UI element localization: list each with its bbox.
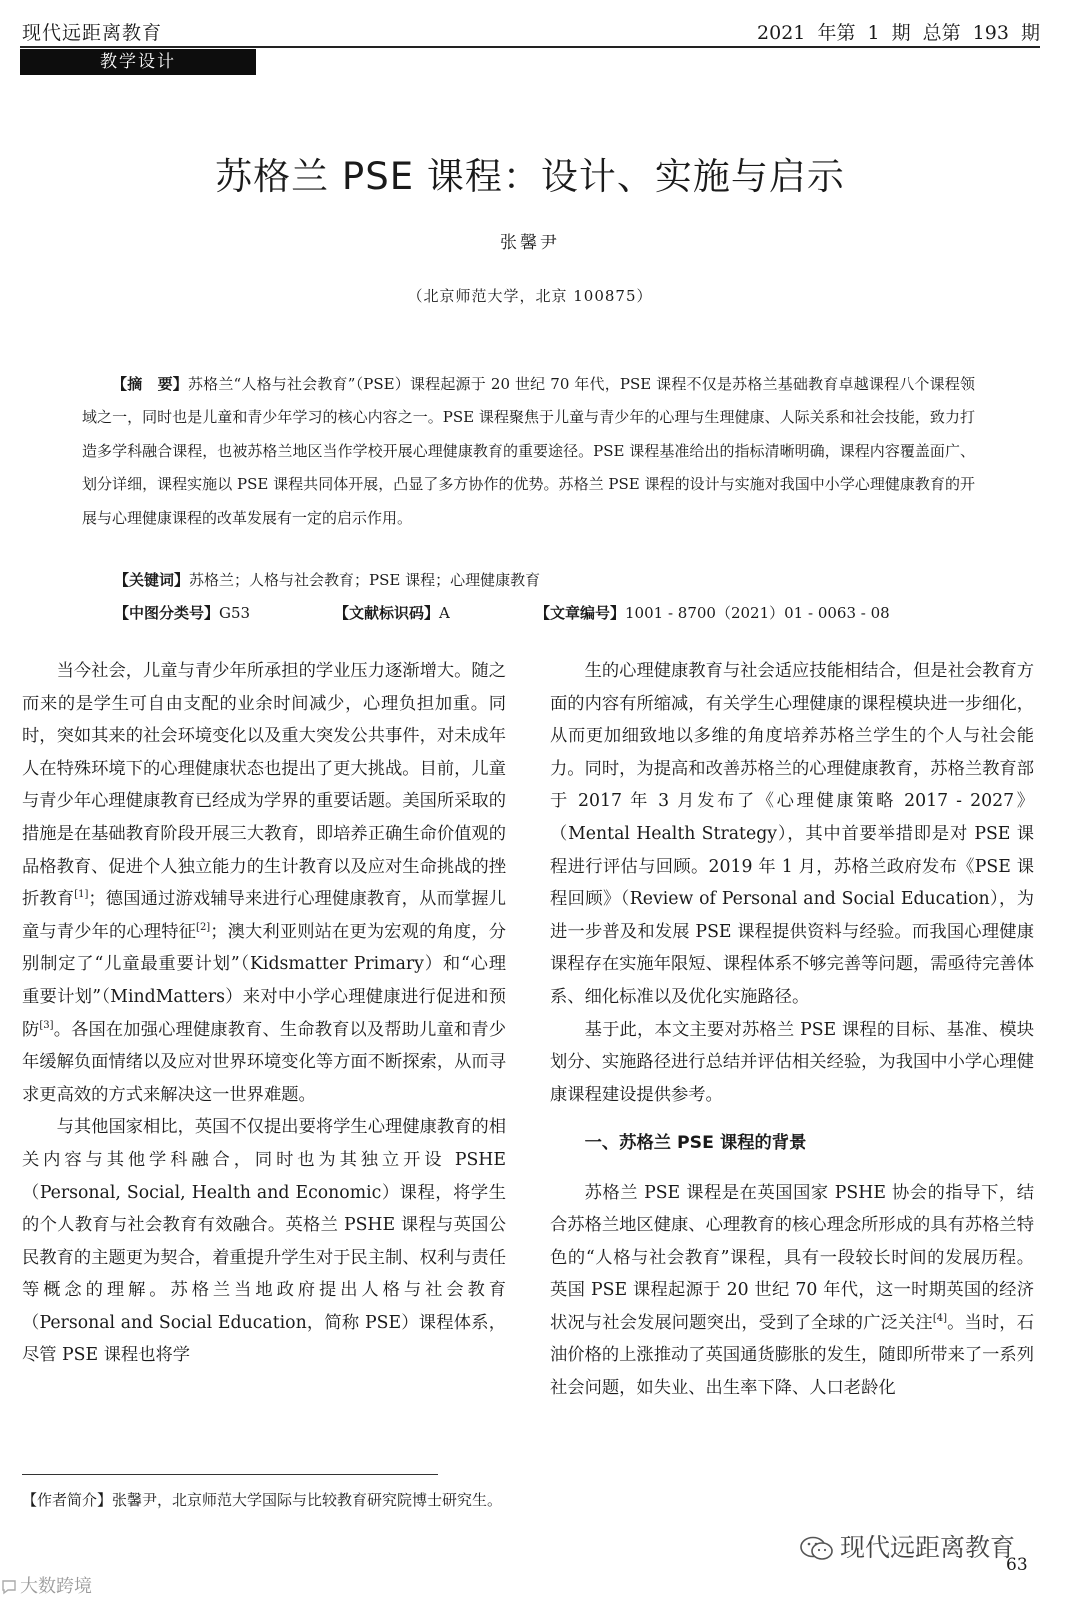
article-title: 苏格兰 PSE 课程：设计、实施与启示 — [215, 155, 845, 198]
issue-info: 2021 年第 1 期 总第 193 期 — [757, 22, 1040, 44]
footnote-label: 【作者简介】 — [22, 1491, 113, 1509]
document-code-label: 【文献标识码】 — [334, 604, 440, 622]
body-paragraph: 生的心理健康教育与社会适应技能相结合，但是社会教育方面的内容有所缩减，有关学生心理健康的课程模块进一步细化，从而更加细致地以多维的角度培养苏格兰学生的个人与社会能力。同时，为提高和改善苏格兰的心理健康教育，苏格兰教育部于 2017 年 3 月发布了《心理健康策略 2017 - 2027》（Mental Health Strategy），其中首要举措即是对 PSE 课程进行评估与回顾。2019 年 1 月，苏格兰政府发布《PSE 课程回顾》（Review of Personal and Social Education），为进一步普及和发展 PSE 课程提供资料与经验。而我国心理健康课程存在实施年限短、课程体系不够完善等问题，需亟待完善体系、细化标准以及优化实施路径。 — [550, 661, 1034, 1007]
body-column-right — [550, 655, 1034, 1405]
abstract-label: 【摘 要】 — [112, 375, 188, 393]
body-text: ；德国通过游戏辅导来进行心理健康教育，从而掌握儿童与青少年的心理特征 — [22, 889, 506, 942]
body-text: ；澳大利亚则站在更为宏观的角度，分别制定了“儿童最重要计划”（Kidsmatter Primary）和“心理重要计划”（MindMatters）来对中小学心理健康进行促进和预防 — [22, 921, 506, 1040]
classification-number — [114, 601, 250, 625]
keywords — [114, 568, 540, 592]
page-number: 63 — [1006, 1555, 1028, 1575]
body-paragraph — [550, 1177, 1034, 1405]
body-text: 。各国在加强心理健康教育、生命教育以及帮助儿童和青少年缓解负面情绪以及应对世界环境变化等方面不断探索，从而寻求更高效的方式来解决这一世界难题。 — [22, 1019, 506, 1105]
author-footnote — [22, 1489, 502, 1511]
speech-bubble-icon — [0, 1578, 18, 1596]
article-number-value: 1001 - 8700（2021）01 - 0063 - 08 — [625, 604, 890, 622]
section-heading: 一、苏格兰 PSE 课程的背景 — [584, 1133, 807, 1154]
citation-ref[interactable]: [1] — [74, 889, 89, 901]
article-number — [535, 601, 890, 625]
body-text: 苏格兰 PSE 课程是在英国国家 PSHE 协会的指导下，结合苏格兰地区健康、心理教育的核心理念所形成的具有苏格兰特色的“人格与社会教育”课程，具有一段较长时间的发展历程。英国 PSE 课程起源于 20 世纪 70 年代，这一时期英国的经济状况与社会发展问题突出，受到了全球的广泛关注 — [550, 1182, 1034, 1333]
body-column-left — [22, 655, 506, 1372]
journal-name: 现代远距离教育 — [22, 22, 163, 44]
wechat-watermark — [800, 1528, 1015, 1564]
keywords-text: 苏格兰；人格与社会教育；PSE 课程；心理健康教育 — [189, 571, 541, 589]
wechat-icon — [800, 1536, 834, 1562]
body-paragraph: 基于此，本文主要对苏格兰 PSE 课程的目标、基准、模块划分、实施路径进行总结并评估相关经验，为我国中小学心理健康课程建设提供参考。 — [550, 1019, 1034, 1105]
abstract — [82, 368, 975, 535]
header-rule — [20, 46, 1040, 48]
citation-ref[interactable]: [2] — [196, 921, 211, 933]
citation-ref[interactable]: [4] — [932, 1313, 947, 1325]
citation-ref[interactable]: [3] — [39, 1019, 54, 1031]
body-paragraph: 与其他国家相比，英国不仅提出要将学生心理健康教育的相关内容与其他学科融合，同时也为其独立开设 PSHE（Personal, Social, Health and Economic）课程，将学生的个人教育与社会教育有效融合。英格兰 PSHE 课程与英国公民教育的主题更为契合，着重提升学生对于民主制、权利与责任等概念的理解。苏格兰当地政府提出人格与社会教育（Personal and Social Education，简称 PSE）课程体系，尽管 PSE 课程也将学 — [22, 1117, 506, 1366]
abstract-text: 苏格兰“人格与社会教育”（PSE）课程起源于 20 世纪 70 年代，PSE 课程不仅是苏格兰基础教育卓越课程八个课程领域之一，同时也是儿童和青少年学习的核心内容之一。PSE 课程聚焦于儿童与青少年的心理与生理健康、人际关系和社会技能，致力打造多学科融合课程，也被苏格兰地区当作学校开展心理健康教育的重要途径。PSE 课程基准给出的指标清晰明确，课程内容覆盖面广、划分详细，课程实施以 PSE 课程共同体开展，凸显了多方协作的优势。苏格兰 PSE 课程的设计与实施对我国中小学心理健康教育的开展与心理健康课程的改革发展有一定的启示作用。 — [82, 375, 975, 527]
article-number-label: 【文章编号】 — [535, 604, 626, 622]
keywords-label: 【关键词】 — [114, 571, 190, 589]
body-paragraph — [22, 655, 506, 1111]
document-code-value: A — [439, 604, 450, 622]
source-watermark — [0, 1572, 92, 1598]
classification-label: 【中图分类号】 — [114, 604, 220, 622]
section-tag: 教学设计 — [20, 49, 256, 75]
footnote-rule — [22, 1474, 438, 1475]
wechat-watermark-text: 现代远距离教育 — [840, 1533, 1016, 1562]
affiliation: （北京师范大学，北京 100875） — [407, 287, 653, 305]
document-code — [334, 601, 450, 625]
body-text: 。当时，石油价格的上涨推动了英国通货膨胀的发生，随即所带来了一系列社会问题，如失业、出生率下降、人口老龄化 — [550, 1312, 1034, 1399]
footnote-text: 张馨尹，北京师范大学国际与比较教育研究院博士研究生。 — [112, 1491, 503, 1509]
source-watermark-text: 大数跨境 — [20, 1576, 92, 1597]
body-text: 当今社会，儿童与青少年所承担的学业压力逐渐增大。随之而来的是学生可自由支配的业余时间减少，心理负担加重。同时，突如其来的社会环境变化以及重大突发公共事件，对未成年人在特殊环境下的心理健康状态也提出了更大挑战。目前，儿童与青少年心理健康教育已经成为学界的重要话题。美国所采取的措施是在基础教育阶段开展三大教育，即培养正确生命价值观的品格教育、促进个人独立能力的生计教育以及应对生命挑战的挫折教育 — [22, 661, 506, 910]
author-name: 张馨尹 — [500, 233, 560, 253]
classification-value: G53 — [219, 604, 251, 622]
